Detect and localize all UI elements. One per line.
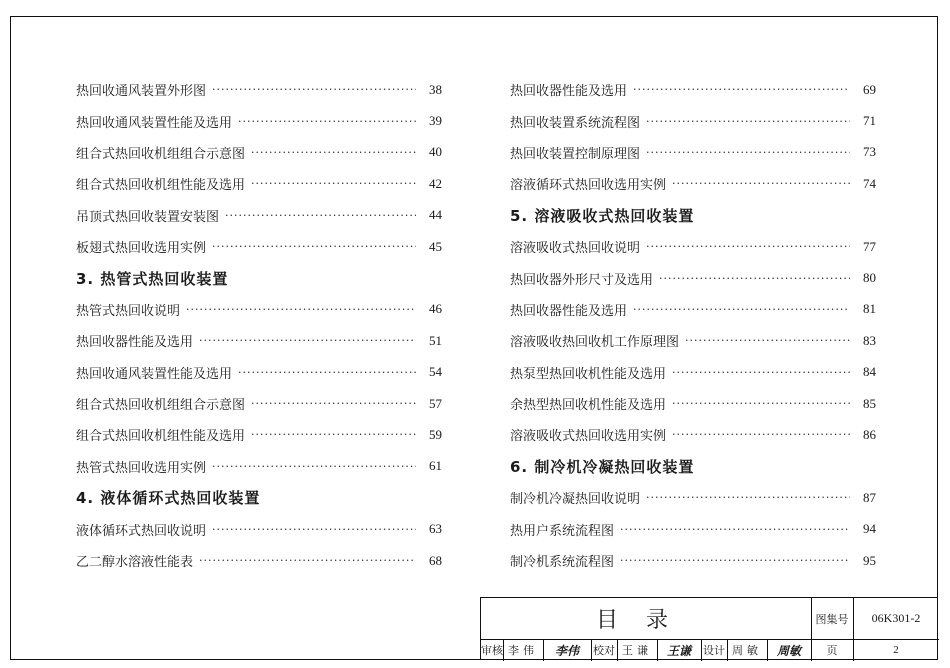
toc-entry[interactable] bbox=[76, 419, 442, 450]
toc-entry-page: 45 bbox=[429, 238, 442, 254]
dot-leader bbox=[212, 523, 416, 536]
title-block bbox=[480, 597, 938, 660]
toc-entry[interactable] bbox=[76, 451, 442, 482]
toc-entry[interactable] bbox=[510, 482, 876, 513]
toc-entry-title: 组合式热回收机组性能及选用 bbox=[76, 429, 246, 445]
toc-entry[interactable] bbox=[510, 231, 876, 262]
toc-entry-page: 84 bbox=[863, 364, 876, 380]
atlas-number-label: 图集号 bbox=[815, 612, 849, 626]
toc-entry[interactable] bbox=[76, 388, 442, 419]
toc-entry-title: 热泵型热回收机性能及选用 bbox=[510, 366, 667, 382]
dot-leader bbox=[685, 334, 850, 347]
toc-entry-title: 余热型热回收机性能及选用 bbox=[510, 398, 667, 414]
toc-entry-page: 57 bbox=[429, 395, 442, 411]
toc-entry-page: 80 bbox=[863, 270, 876, 286]
toc-entry-page: 51 bbox=[429, 332, 442, 348]
toc-entry-title: 热回收通风装置外形图 bbox=[76, 84, 207, 100]
dot-leader bbox=[646, 491, 850, 504]
dot-leader bbox=[659, 272, 850, 285]
dot-leader bbox=[251, 428, 416, 441]
toc-entry[interactable] bbox=[76, 105, 442, 136]
toc-entry-title: 热回收通风装置性能及选用 bbox=[76, 366, 233, 382]
toc-entry-page: 54 bbox=[429, 364, 442, 380]
toc-entry[interactable] bbox=[510, 357, 876, 388]
toc-entry[interactable] bbox=[510, 262, 876, 293]
dot-leader bbox=[620, 523, 850, 536]
toc-entry-page: 95 bbox=[863, 552, 876, 568]
toc-entry-title: 热回收器性能及选用 bbox=[76, 335, 194, 351]
toc-entry-title: 溶液循环式热回收选用实例 bbox=[510, 178, 667, 194]
toc-entry[interactable] bbox=[510, 513, 876, 544]
toc-entry-page: 44 bbox=[429, 207, 442, 223]
designer-name: 周敏 bbox=[732, 644, 762, 657]
toc-entry-title: 热回收装置系统流程图 bbox=[510, 115, 641, 131]
toc-entry-page: 63 bbox=[429, 521, 442, 537]
toc-entry-page: 94 bbox=[863, 521, 876, 537]
toc-section-heading: 6. 制冷机冷凝热回收装置 bbox=[510, 457, 695, 476]
toc-entry-page: 87 bbox=[863, 489, 876, 505]
toc-entry-page: 86 bbox=[863, 426, 876, 442]
toc-entry-title: 乙二醇水溶液性能表 bbox=[76, 555, 194, 571]
toc-entry-page: 77 bbox=[863, 238, 876, 254]
dot-leader bbox=[225, 209, 416, 222]
toc-entry[interactable] bbox=[76, 231, 442, 262]
toc-entry[interactable] bbox=[510, 168, 876, 199]
toc-right-column bbox=[510, 74, 876, 576]
dot-leader bbox=[238, 366, 416, 379]
check-label: 校对 bbox=[593, 644, 615, 657]
checker-signature: 王谦 bbox=[666, 643, 691, 658]
toc-entry[interactable] bbox=[76, 168, 442, 199]
toc-entry-title: 溶液吸收式热回收说明 bbox=[510, 241, 641, 257]
toc-entry-title: 热回收装置控制原理图 bbox=[510, 146, 641, 162]
title-block-title: 目录 bbox=[595, 608, 696, 633]
dot-leader bbox=[672, 177, 850, 190]
toc-entry[interactable] bbox=[76, 200, 442, 231]
toc-entry-title: 热用户系统流程图 bbox=[510, 523, 615, 539]
toc-entry-title: 制冷机冷凝热回收说明 bbox=[510, 492, 641, 508]
toc-entry[interactable] bbox=[510, 137, 876, 168]
checker-name: 王谦 bbox=[622, 644, 652, 657]
toc-entry[interactable] bbox=[76, 513, 442, 544]
toc-entry-page: 38 bbox=[429, 81, 442, 97]
atlas-number: 06K301-2 bbox=[871, 611, 921, 625]
dot-leader bbox=[672, 428, 850, 441]
toc-entry[interactable] bbox=[510, 545, 876, 576]
toc-section-heading: 5. 溶液吸收式热回收装置 bbox=[510, 206, 695, 225]
toc-section-heading: 4. 液体循环式热回收装置 bbox=[76, 489, 261, 508]
dot-leader bbox=[646, 240, 850, 253]
toc-entry[interactable] bbox=[510, 388, 876, 419]
toc-entry[interactable] bbox=[510, 294, 876, 325]
dot-leader bbox=[646, 115, 850, 128]
toc-entry-page: 83 bbox=[863, 332, 876, 348]
dot-leader bbox=[672, 397, 850, 410]
dot-leader bbox=[251, 146, 416, 159]
dot-leader bbox=[212, 83, 416, 96]
toc-entry-page: 71 bbox=[863, 113, 876, 129]
dot-leader bbox=[672, 366, 850, 379]
toc-entry[interactable] bbox=[76, 325, 442, 356]
toc-entry[interactable] bbox=[510, 419, 876, 450]
dot-leader bbox=[186, 303, 416, 316]
toc-entry-page: 59 bbox=[429, 426, 442, 442]
toc-entry[interactable] bbox=[76, 74, 442, 105]
toc-entry[interactable] bbox=[510, 325, 876, 356]
toc-entry-page: 73 bbox=[863, 144, 876, 160]
toc-entry[interactable] bbox=[76, 545, 442, 576]
toc-entry-title: 热回收器性能及选用 bbox=[510, 303, 628, 319]
toc-entry-page: 81 bbox=[863, 301, 876, 317]
dot-leader bbox=[238, 115, 416, 128]
dot-leader bbox=[199, 554, 416, 567]
toc-entry-title: 热管式热回收说明 bbox=[76, 303, 181, 319]
toc-entry-title: 热回收器性能及选用 bbox=[510, 84, 628, 100]
toc-entry-title: 溶液吸收热回收机工作原理图 bbox=[510, 335, 680, 351]
toc-entry-title: 组合式热回收机组性能及选用 bbox=[76, 178, 246, 194]
page-label: 页 bbox=[826, 644, 838, 657]
dot-leader bbox=[251, 177, 416, 190]
toc-entry-page: 42 bbox=[429, 175, 442, 191]
toc-entry-page: 85 bbox=[863, 395, 876, 411]
reviewer-name: 李伟 bbox=[508, 644, 538, 657]
reviewer-signature: 李伟 bbox=[554, 643, 579, 658]
toc-entry-page: 74 bbox=[863, 175, 876, 191]
dot-leader bbox=[212, 240, 416, 253]
toc-entry-page: 61 bbox=[429, 458, 442, 474]
toc-entry-page: 69 bbox=[863, 81, 876, 97]
dot-leader bbox=[199, 334, 416, 347]
dot-leader bbox=[646, 146, 850, 159]
toc-entry[interactable] bbox=[76, 294, 442, 325]
toc-entry-title: 吊顶式热回收装置安装图 bbox=[76, 209, 220, 225]
toc-entry-title: 热回收器外形尺寸及选用 bbox=[510, 272, 654, 288]
toc-entry-title: 制冷机系统流程图 bbox=[510, 555, 615, 571]
toc-entry-title: 板翅式热回收选用实例 bbox=[76, 241, 207, 257]
toc-entry-title: 溶液吸收式热回收选用实例 bbox=[510, 429, 667, 445]
dot-leader bbox=[251, 397, 416, 410]
toc-entry-page: 68 bbox=[429, 552, 442, 568]
toc-entry-title: 热管式热回收选用实例 bbox=[76, 460, 207, 476]
toc-entry-page: 39 bbox=[429, 113, 442, 129]
dot-leader bbox=[633, 303, 850, 316]
toc-entry-title: 组合式热回收机组组合示意图 bbox=[76, 146, 246, 162]
toc-entry-title: 组合式热回收机组组合示意图 bbox=[76, 398, 246, 414]
design-label: 设计 bbox=[703, 644, 725, 657]
dot-leader bbox=[212, 460, 416, 473]
designer-signature: 周敏 bbox=[776, 643, 801, 658]
toc-entry-title: 热回收通风装置性能及选用 bbox=[76, 115, 233, 131]
review-label: 审核 bbox=[481, 644, 503, 657]
toc-entry-page: 40 bbox=[429, 144, 442, 160]
toc-section-heading: 3. 热管式热回收装置 bbox=[76, 269, 229, 288]
toc-entry[interactable] bbox=[76, 357, 442, 388]
toc-entry[interactable] bbox=[510, 74, 876, 105]
toc-entry[interactable] bbox=[76, 137, 442, 168]
toc-entry[interactable] bbox=[510, 105, 876, 136]
dot-leader bbox=[633, 83, 850, 96]
toc-left-column bbox=[76, 74, 442, 576]
dot-leader bbox=[620, 554, 850, 567]
page-number: 2 bbox=[893, 644, 899, 656]
toc-entry-page: 46 bbox=[429, 301, 442, 317]
toc-entry-title: 液体循环式热回收说明 bbox=[76, 523, 207, 539]
